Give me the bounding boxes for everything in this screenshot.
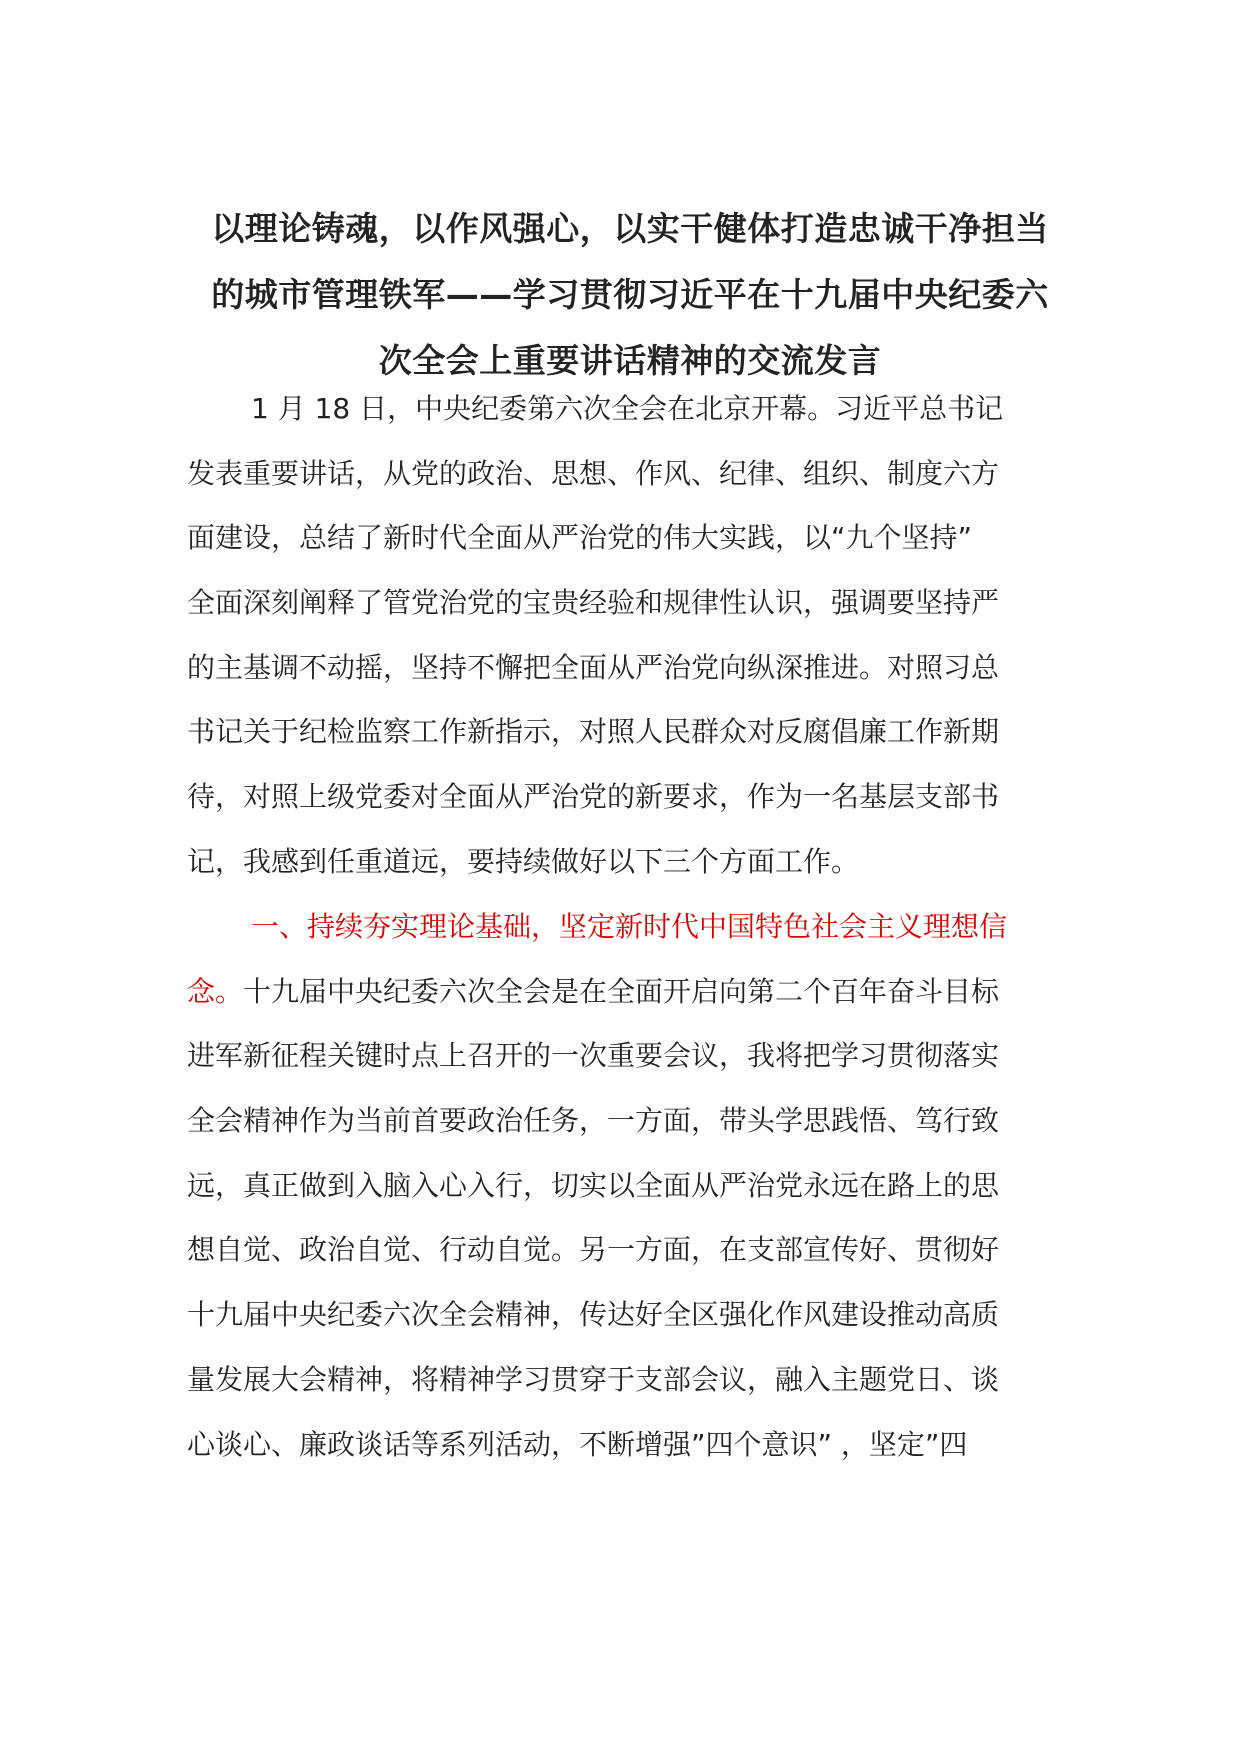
paragraph-line: 1 月 18 日，中央纪委第六次全会在北京开幕。习近平总书记 — [251, 392, 1004, 425]
paragraph-line: 全会精神作为当前首要政治任务，一方面，带头学思践悟、笃行致 — [187, 1104, 1000, 1138]
paragraph-line: 面建设，总结了新时代全面从严治党的伟大实践，以“九个坚持” — [187, 521, 973, 555]
paragraph-line: 待，对照上级党委对全面从严治党的新要求，作为一名基层支部书 — [187, 780, 1000, 814]
section-1-heading-tail: 念。 — [187, 974, 244, 1008]
paragraph-line: 的主基调不动摇，坚持不懈把全面从严治党向纵深推进。对照习总 — [187, 650, 1000, 684]
section-1-first-line-text: 十九届中央纪委六次全会是在全面开启向第二个百年奋斗目标 — [243, 974, 1000, 1008]
title-line-1: 以理论铸魂，以作风强心，以实干健体打造忠诚干净担当 — [211, 209, 1049, 248]
title-line-2: 的城市管理铁军——学习贯彻习近平在十九届中央纪委六 — [211, 275, 1049, 314]
section-1-first-line — [187, 960, 1057, 1025]
paragraph-line: 十九届中央纪委六次全会精神，传达好全区强化作风建设推动高质 — [187, 1298, 1000, 1332]
paragraph-line: 记，我感到任重道远，要持续做好以下三个方面工作。 — [187, 844, 860, 878]
paragraph-line: 发表重要讲话，从党的政治、思想、作风、纪律、组织、制度六方 — [187, 456, 1000, 490]
section-1-heading: 一、持续夯实理论基础，坚定新时代中国特色社会主义理想信 — [251, 910, 1008, 943]
paragraph-line: 远，真正做到入脑入心入行，切实以全面从严治党永远在路上的思 — [187, 1168, 1000, 1202]
title-line-3: 次全会上重要讲话精神的交流发言 — [378, 341, 882, 380]
section-1 — [187, 895, 1057, 1477]
paragraph-line: 进军新征程关键时点上召开的一次重要会议，我将把学习贯彻落实 — [187, 1039, 1000, 1073]
document-title — [190, 196, 1070, 394]
paragraph-intro — [187, 377, 1057, 895]
paragraph-line: 全面深刻阐释了管党治党的宝贵经验和规律性认识，强调要坚持严 — [187, 586, 1000, 620]
paragraph-line: 书记关于纪检监察工作新指示，对照人民群众对反腐倡廉工作新期 — [187, 715, 1000, 749]
paragraph-line: 心谈心、廉政谈话等系列活动，不断增强”四个意识” ，坚定”四 — [187, 1427, 968, 1461]
paragraph-line: 想自觉、政治自觉、行动自觉。另一方面，在支部宣传好、贯彻好 — [187, 1233, 1000, 1267]
paragraph-line: 量发展大会精神，将精神学习贯穿于支部会议，融入主题党日、谈 — [187, 1362, 1000, 1396]
